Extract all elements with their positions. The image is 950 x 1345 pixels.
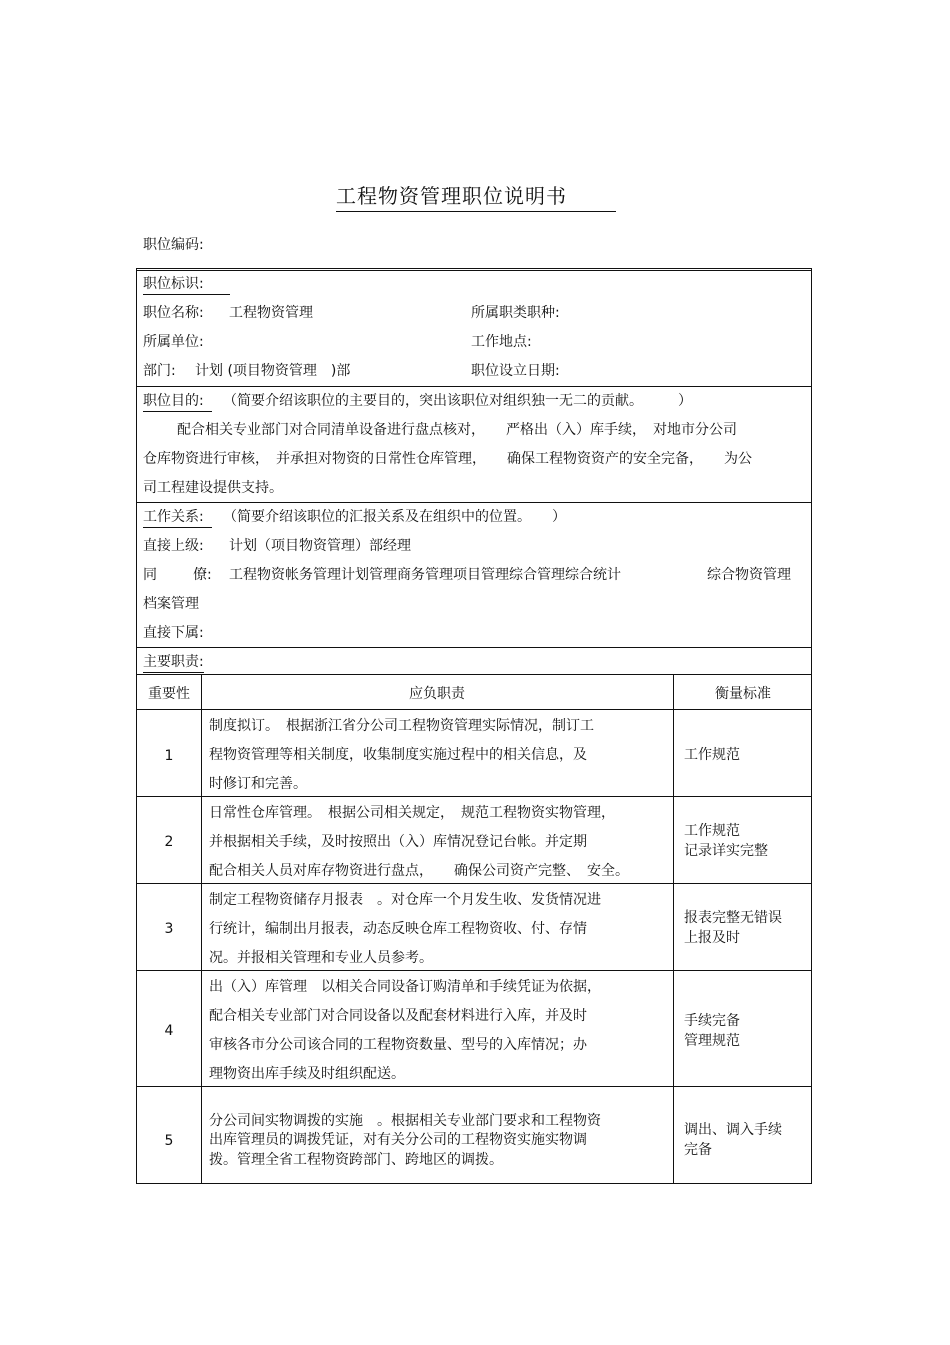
- unit-label: 所属单位:: [143, 334, 204, 350]
- purpose-text-line: 仓库物资进行审核， 并承担对物资的日常性仓库管理， 确保工程物资资产的安全完备， 为公: [143, 451, 752, 467]
- duty-line: 出（入）库管理 以相关合同设备订购清单和手续凭证为依据，: [209, 979, 601, 995]
- peers-value-3: 档案管理: [143, 596, 199, 612]
- document-title: 工程物资管理职位说明书: [336, 180, 616, 212]
- importance-column-header: 重要性: [148, 686, 190, 702]
- row-rank: 1: [164, 748, 174, 764]
- row-rank: 2: [164, 834, 174, 850]
- standard-text: 管理规范: [684, 1033, 740, 1049]
- column-divider: [201, 674, 202, 1183]
- standard-text: 工作规范: [684, 823, 740, 839]
- duty-line: 程物资管理等相关制度，收集制度实施过程中的相关信息，及: [209, 747, 587, 763]
- department-value: 计划 (项目物资管理 )部: [195, 363, 351, 379]
- position-code-label: 职位编码:: [143, 237, 204, 253]
- subordinate-label: 直接下属:: [143, 625, 204, 641]
- duty-line: 配合相关专业部门对合同设备以及配套材料进行入库，并及时: [209, 1008, 587, 1024]
- column-divider: [673, 674, 674, 1183]
- superior-label: 直接上级:: [143, 538, 204, 554]
- duties-heading: 主要职责:: [143, 652, 204, 673]
- divider: [137, 970, 811, 971]
- divider: [137, 674, 811, 675]
- relations-hint: （简要介绍该职位的汇报关系及在组织中的位置。 ）: [223, 509, 566, 525]
- position-name-value: 工程物资管理: [229, 305, 313, 321]
- relations-heading: 工作关系:: [143, 507, 212, 528]
- peers-label-a: 同: [143, 567, 157, 583]
- divider: [137, 709, 811, 710]
- peers-value: 工程物资帐务管理计划管理商务管理项目管理综合管理综合统计: [229, 567, 621, 583]
- purpose-text-line: 配合相关专业部门对合同清单设备进行盘点核对， 严格出（入）库手续， 对地市分公司: [177, 422, 737, 438]
- purpose-hint: （简要介绍该职位的主要目的，突出该职位对组织独一无二的贡献。 ）: [223, 393, 692, 409]
- divider: [137, 647, 811, 648]
- duty-line: 配合相关人员对库存物资进行盘点， 确保公司资产完整、 安全。: [209, 863, 629, 879]
- standard-text: 调出、调入手续: [684, 1122, 782, 1138]
- peers-label-b: 僚:: [193, 567, 212, 583]
- standard-text: 手续完备: [684, 1013, 740, 1029]
- peers-value-2: 综合物资管理: [707, 567, 791, 583]
- duty-line: 并根据相关手续，及时按照出（入）库情况登记台帐。并定期: [209, 834, 587, 850]
- department-label: 部门:: [143, 363, 176, 379]
- duty-line: 日常性仓库管理。 根据公司相关规定， 规范工程物资实物管理，: [209, 805, 615, 821]
- standard-text: 工作规范: [684, 747, 740, 763]
- duty-line: 时修订和完善。: [209, 776, 307, 792]
- duty-line: 制度拟订。 根据浙江省分公司工程物资管理实际情况，制订工: [209, 718, 594, 734]
- establish-date-label: 职位设立日期:: [471, 363, 560, 379]
- row-rank: 5: [164, 1133, 174, 1149]
- divider: [137, 502, 811, 503]
- divider: [137, 386, 811, 387]
- duty-line: 审核各市分公司该合同的工程物资数量、型号的入库情况；办: [209, 1037, 587, 1053]
- superior-value: 计划（项目物资管理）部经理: [229, 538, 411, 554]
- purpose-text-line: 司工程建设提供支持。: [143, 480, 283, 496]
- duty-line: 理物资出库手续及时组织配送。: [209, 1066, 405, 1082]
- duty-line: 况。并报相关管理和专业人员参考。: [209, 950, 433, 966]
- identity-heading: 职位标识:: [143, 274, 230, 295]
- divider: [137, 1086, 811, 1087]
- purpose-heading: 职位目的:: [143, 391, 212, 412]
- job-description-table: [136, 268, 812, 1184]
- duty-line: 出库管理员的调拨凭证，对有关分公司的工程物资实施实物调: [209, 1132, 587, 1148]
- row-rank: 3: [164, 921, 174, 937]
- row-rank: 4: [164, 1023, 174, 1039]
- work-location-label: 工作地点:: [471, 334, 532, 350]
- standard-column-header: 衡量标准: [715, 686, 771, 702]
- divider: [137, 796, 811, 797]
- job-category-label: 所属职类职种:: [471, 305, 560, 321]
- duty-line: 拨。管理全省工程物资跨部门、跨地区的调拨。: [209, 1152, 503, 1168]
- position-name-label: 职位名称:: [143, 305, 204, 321]
- standard-text: 报表完整无错误: [684, 910, 782, 926]
- duty-line: 分公司间实物调拨的实施 。根据相关专业部门要求和工程物资: [209, 1113, 601, 1129]
- duty-line: 行统计，编制出月报表，动态反映仓库工程物资收、付、存情: [209, 921, 587, 937]
- standard-text: 完备: [684, 1142, 712, 1158]
- divider: [137, 883, 811, 884]
- duty-column-header: 应负职责: [409, 686, 465, 702]
- standard-text: 上报及时: [684, 930, 740, 946]
- standard-text: 记录详实完整: [684, 843, 768, 859]
- duty-line: 制定工程物资储存月报表 。对仓库一个月发生收、发货情况进: [209, 892, 601, 908]
